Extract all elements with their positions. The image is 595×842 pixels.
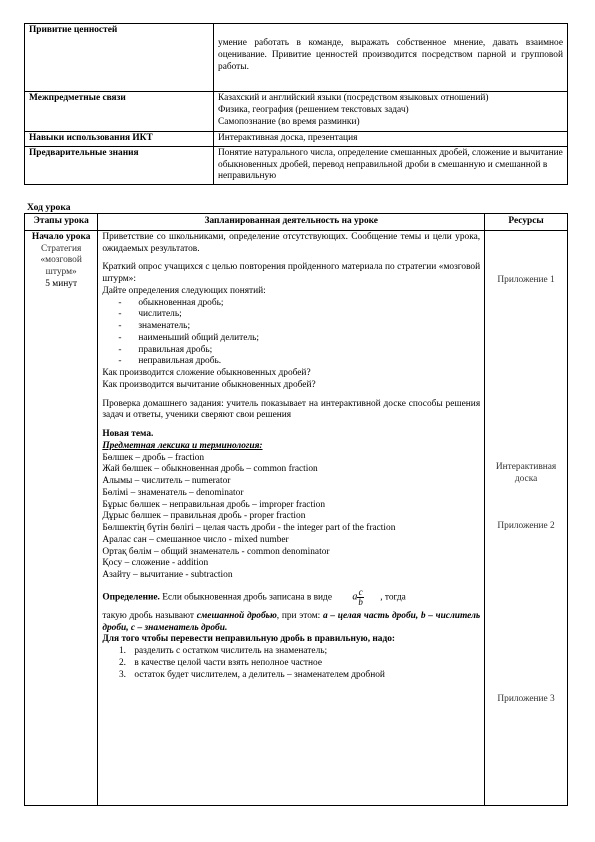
stage-name: Начало урока [31,231,91,242]
vocab-item: Бұрыс бөлшек – неправильная дробь – improper fraction [102,499,326,510]
survey-text: Краткий опрос учащихся с целью повторения пройденного материала по стратегии «мозговой штурм»: [102,262,481,284]
subject-link: Казахский и английский языки (посредством языковых отношений) [218,93,489,103]
vocab-item: Жай бөлшек – обыкновенная дробь – common fraction [102,464,318,475]
subject-link: Самопознание (во время разминки) [218,116,360,127]
vocab-item: Қосу – сложение - addition [102,558,209,569]
formula-denominator: b [358,596,363,607]
row-content [214,92,568,132]
header-activity: Запланированная деятельность на уроке [98,214,485,231]
subject-link: Физика, география (решением текстовых задач) [218,104,409,115]
list-item: - обыкновенная дробь; [116,298,480,310]
table-row [25,230,568,805]
stage-strategy: Стратегия «мозговой штурм» [40,243,82,277]
vocab-item: Бөлімі – знаменатель – denominator [102,487,244,498]
stage-cell [25,230,98,805]
vocab-item: Ортақ бөлім – общий знаменатель - common denominator [102,546,330,557]
greeting-text: Приветствие со школьниками, определение отсутствующих. Сообщение темы и цели урока, ожидаемых результатов. [102,231,481,254]
homework-text: Проверка домашнего задания: учитель показывает на интерактивной доске способы решения задач и ответы, ученики сверяют свои решения [102,398,481,421]
resource-item: Приложение 2 [497,520,555,531]
concepts-list [102,298,480,369]
list-item: 3. остаток будет числителем, а делитель – знаменателем дробной [128,670,480,682]
list-item: - правильная дробь; [116,345,480,357]
definition-text: , тогда [380,592,406,603]
question-text: Как производится вычитание обыкновенных дробей? [102,379,316,390]
header-resources: Ресурсы [485,214,568,231]
definition-text: такую дробь называют [102,610,195,621]
formula-numerator: c [358,586,363,597]
vocab-item: Азайту – вычитание - subtraction [102,570,233,580]
table-row [25,146,568,184]
resource-item: Интерактивная доска [495,461,557,484]
list-item: - числитель; [116,309,480,321]
definition-text: , при этом: [276,610,321,621]
row-content: умение работать в команде, выражать собственное мнение, давать взаимное оценивание. Привитие ценностей производится посредством парной и групповой работы. [214,24,568,92]
convert-title: Для того чтобы перевести неправильную дробь в правильную, надо: [102,634,396,645]
mixed-fraction-formula [352,588,364,607]
vocab-item: Бөлшектің бүтін бөлігі – целая часть дроби - the integer part of the fraction [102,523,396,533]
vocab-item: Бөлшек – дробь – fraction [102,452,205,463]
activity-cell [98,230,485,805]
row-content: Понятие натурального числа, определение смешанных дробей, сложение и вычитание обыкновенных дробей, перевод неправильной дроби в смешанную и смешанной в неправильную [214,146,568,184]
lesson-plan-table [24,213,568,806]
stage-duration: 5 минут [45,278,78,289]
row-content: Интерактивная доска, презентация [214,132,568,147]
list-item: 1. разделить с остатком числитель на знаменатель; [128,646,480,658]
definition-term: смешанной дробью [196,610,277,621]
define-prompt: Дайте определения следующих понятий: [102,285,266,296]
definition-label: Определение. [102,592,160,603]
resource-item: Приложение 1 [497,274,555,285]
table-row [25,92,568,132]
row-label: Привитие ценностей [25,24,214,92]
list-item: - знаменатель; [116,321,480,333]
steps-list [102,646,480,681]
list-item: - неправильная дробь. [116,356,480,368]
definition-parts: a – целая часть дроби, b – числитель дроби, c – знаменатель дроби. [102,610,481,633]
header-row [25,214,568,231]
lesson-info-table [24,23,568,185]
list-item: 2. в качестве целой части взять неполное частное [128,658,480,670]
vocab-item: Алымы – числитель – numerator [102,476,231,486]
table-row [25,24,568,92]
formula-whole: a [352,591,358,602]
vocab-item: Дұрыс бөлшек – правильная дробь - proper fraction [102,511,306,522]
row-label: Предварительные знания [25,146,214,184]
resource-item: Приложение 3 [497,693,555,704]
lesson-heading: Ход урока [27,202,71,213]
table-row [25,132,568,147]
new-topic-title: Новая тема. [102,429,154,439]
list-item: - наименьший общий делитель; [116,333,480,345]
question-text: Как производится сложение обыкновенных дробей? [102,368,311,378]
vocab-item: Аралас сан – смешанное число - mixed number [102,534,289,545]
resources-cell [485,230,568,805]
vocab-title: Предметная лексика и терминология: [102,440,263,451]
definition-line [102,588,480,607]
definition-text: Если обыкновенная дробь записана в виде [162,592,332,603]
definition-continuation [102,611,480,635]
row-label: Межпредметные связи [25,92,214,132]
header-stages: Этапы урока [25,214,98,231]
row-label: Навыки использования ИКТ [25,132,214,147]
